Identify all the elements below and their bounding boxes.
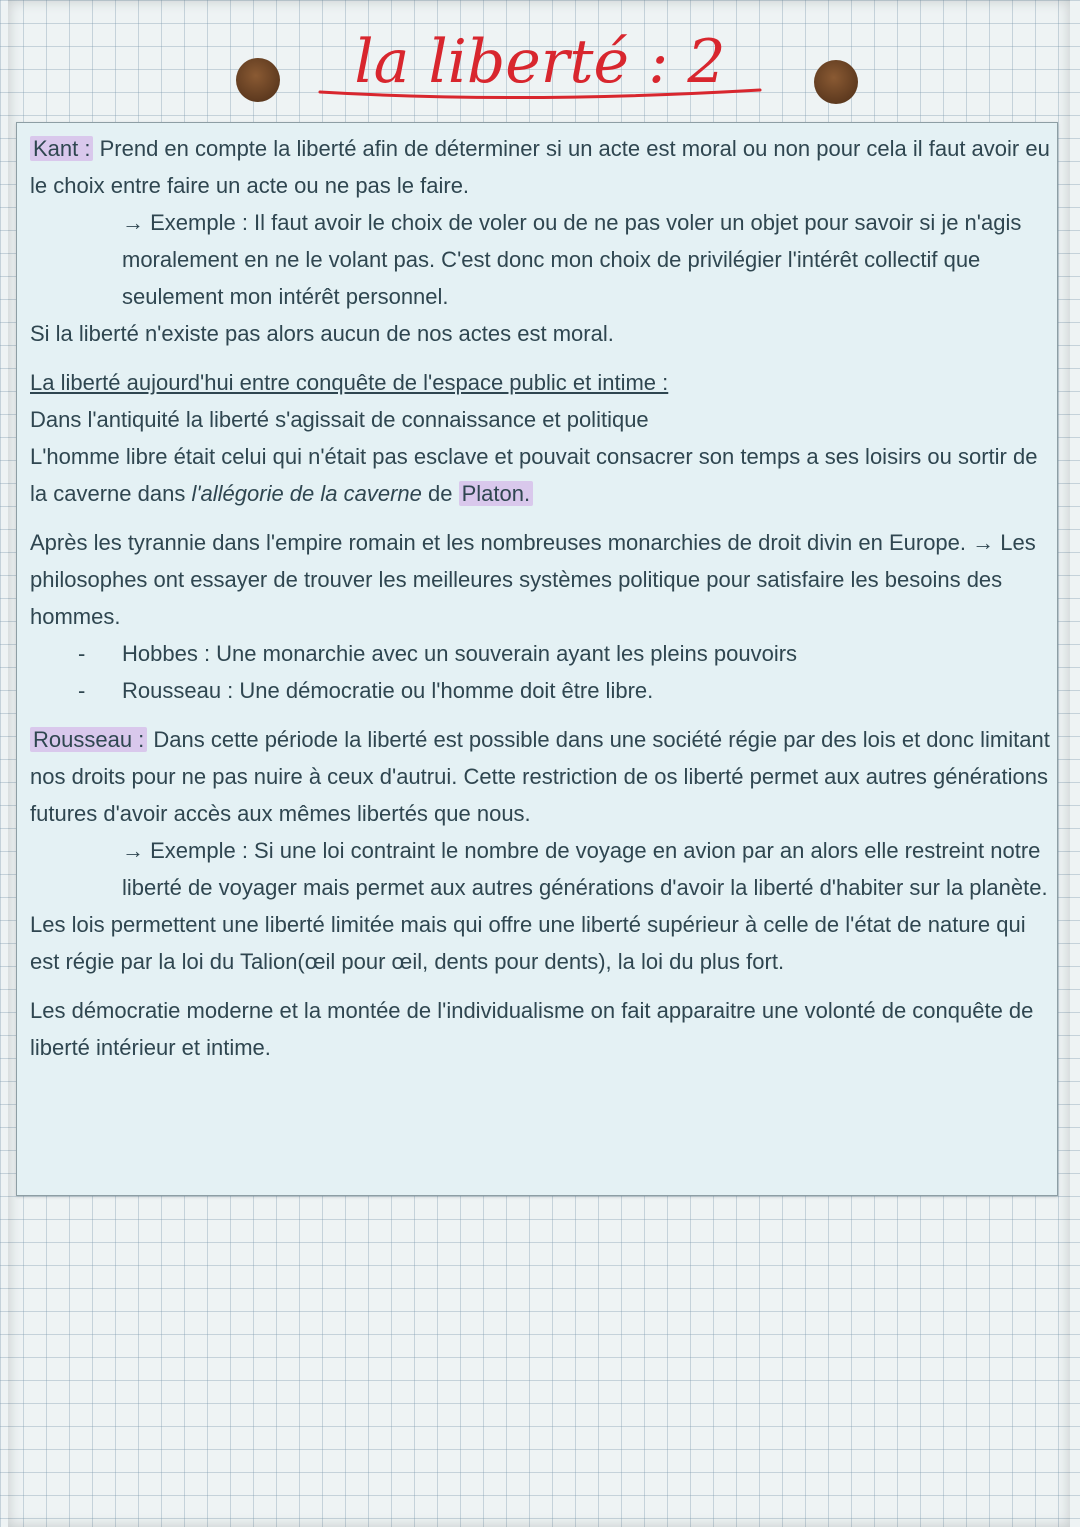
platon-label: Platon. [459,481,534,506]
list-item [30,672,1050,709]
list-item [30,635,1050,672]
rousseau-label: Rousseau : [30,727,147,752]
kant-paragraph [30,130,1050,204]
kant-example: → Exemple : Il faut avoir le choix de voler ou de ne pas voler un objet pour savoir si je n'agis moralement en ne le volant pas. C'est donc mon choix de privilégier l'intérêt collectif que seulement mon intérêt personnel. [122,210,1022,309]
hobbes-item: Hobbes : Une monarchie avec un souverain ayant les pleins pouvoirs [122,641,798,666]
note-content [30,130,1050,1066]
kant-intro: Prend en compte la liberté afin de déterminer si un acte est moral ou non pour cela il faut avoir eu le choix entre faire un acte ou ne pas le faire. [30,136,1050,198]
kant-label: Kant : [30,136,93,161]
free-man-text: L'homme libre était celui qui n'était pas esclave et pouvait consacrer son temps a ses loisirs ou sortir de la caverne dans [30,444,1038,506]
allegory-de: de [421,481,459,506]
bullet-dash: - [78,641,86,666]
kant-conclusion: Si la liberté n'existe pas alors aucun de nos actes est moral. [30,321,614,346]
handwritten-title [0,0,1080,125]
closing-paragraph: Les démocratie moderne et la montée de l'individualisme on fait apparaitre une volonté de conquête de liberté intérieur et intime. [30,998,1034,1060]
rousseau-example: → Exemple : Si une loi contraint le nombre de voyage en avion par an alors elle restreint notre liberté de voyager mais permet aux autres générations d'avoir la liberté d'habiter sur la planète. [122,838,1048,900]
punch-hole-left [236,58,280,102]
section-heading: La liberté aujourd'hui entre conquête de l'espace public et intime : [30,370,669,395]
free-man-paragraph [30,438,1050,512]
bullet-dash: - [78,678,86,703]
laws-paragraph: Les lois permettent une liberté limitée mais qui offre une liberté supérieur à celle de l'état de nature qui est régie par la loi du Talion(œil pour œil, dents pour dents), la loi du plus fort. [30,912,1026,974]
allegory-title: l'allégorie de la caverne [191,481,422,506]
punch-hole-right [814,60,858,104]
rousseau-text: Dans cette période la liberté est possible dans une société régie par des lois et donc limitant nos droits pour ne pas nuire à ceux d'autrui. Cette restriction de os liberté permet aux autres générations futures d'avoir accès aux mêmes libertés que nous. [30,727,1050,826]
rousseau-paragraph [30,721,1050,832]
rousseau-item: Rousseau : Une démocratie ou l'homme doit être libre. [122,678,654,703]
title-text: la liberté : 2 [354,27,726,97]
tyranny-paragraph: Après les tyrannie dans l'empire romain et les nombreuses monarchies de droit divin en Europe. → Les philosophes ont essayer de trouver les meilleures systèmes politique pour satisfaire les besoins des hommes. [30,530,1036,629]
antiquity-line: Dans l'antiquité la liberté s'agissait de connaissance et politique [30,407,649,432]
